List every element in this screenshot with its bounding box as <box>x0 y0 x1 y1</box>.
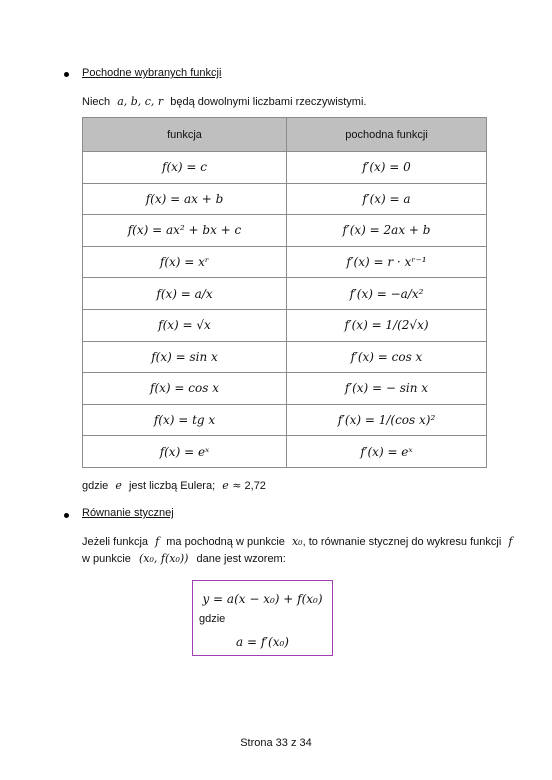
function-cell: f(x) = xʳ <box>83 246 287 278</box>
header-function: funkcja <box>83 118 287 152</box>
intro-variables: a, b, c, r <box>117 95 164 108</box>
euler-var: e <box>115 479 122 492</box>
section-heading-derivatives: Pochodne wybranych funkcji <box>82 67 222 79</box>
euler-middle: jest liczbą Eulera; <box>128 480 216 492</box>
derivative-cell: f′(x) = − sin x <box>287 373 487 405</box>
derivative-cell: f′(x) = −a/x² <box>287 278 487 310</box>
table-row <box>83 152 487 184</box>
tangent-text-e: dane jest wzorem: <box>196 553 286 565</box>
page-number: Strona 33 z 34 <box>240 737 312 749</box>
euler-prefix: gdzie <box>82 480 109 492</box>
tangent-f: f <box>155 535 160 548</box>
tangent-point: (x₀, f(x₀)) <box>138 552 189 565</box>
euler-value: 2,72 <box>244 480 266 492</box>
euler-approx: e ≈ <box>222 479 242 492</box>
function-cell: f(x) = eˣ <box>83 436 287 468</box>
derivative-cell: f′(x) = a <box>287 183 487 215</box>
intro-prefix: Niech <box>82 96 111 108</box>
tangent-text-b: ma pochodną w punkcie <box>166 536 285 548</box>
tangent-text-d: w punkcie <box>82 553 131 565</box>
table-row <box>83 215 487 247</box>
bullet-icon <box>64 72 69 77</box>
derivative-cell: f′(x) = 0 <box>287 152 487 184</box>
table-row <box>83 436 487 468</box>
table-row <box>83 373 487 405</box>
bullet-icon <box>64 513 69 518</box>
derivatives-table <box>82 117 487 468</box>
intro-text <box>82 93 366 111</box>
function-cell: f(x) = c <box>83 152 287 184</box>
function-cell: f(x) = cos x <box>83 373 287 405</box>
tangent-formula-box <box>192 580 333 656</box>
function-cell: f(x) = a/x <box>83 278 287 310</box>
derivative-cell: f′(x) = cos x <box>287 341 487 373</box>
table-row <box>83 246 487 278</box>
function-cell: f(x) = tg x <box>83 404 287 436</box>
table-row <box>83 278 487 310</box>
derivative-cell: f′(x) = 2ax + b <box>287 215 487 247</box>
function-cell: f(x) = √x <box>83 309 287 341</box>
tangent-line-2 <box>82 550 286 568</box>
table-row <box>83 404 487 436</box>
derivative-cell: f′(x) = 1/(cos x)² <box>287 404 487 436</box>
derivative-cell: f′(x) = eˣ <box>287 436 487 468</box>
header-derivative: pochodna funkcji <box>287 118 487 152</box>
intro-suffix: będą dowolnymi liczbami rzeczywistymi. <box>170 96 367 108</box>
table-row <box>83 183 487 215</box>
table-row <box>83 309 487 341</box>
derivative-cell: f′(x) = r · xʳ⁻¹ <box>287 246 487 278</box>
slope-equation: a = f′(x₀) <box>236 635 289 649</box>
euler-note <box>82 477 266 495</box>
formula-where-label: gdzie <box>199 613 226 625</box>
function-cell: f(x) = ax² + bx + c <box>83 215 287 247</box>
tangent-text-c: , to równanie stycznej do wykresu funkcji <box>302 536 502 548</box>
tangent-f2: f <box>508 535 513 548</box>
tangent-x0: x₀ <box>291 535 303 548</box>
table-header-row <box>83 118 487 152</box>
function-cell: f(x) = ax + b <box>83 183 287 215</box>
function-cell: f(x) = sin x <box>83 341 287 373</box>
tangent-equation: y = a(x − x₀) + f(x₀) <box>202 592 323 606</box>
table-row <box>83 341 487 373</box>
derivative-cell: f′(x) = 1/(2√x) <box>287 309 487 341</box>
tangent-text-a: Jeżeli funkcja <box>82 536 149 548</box>
section-heading-tangent: Równanie stycznej <box>82 507 174 519</box>
tangent-line-1 <box>82 533 512 551</box>
